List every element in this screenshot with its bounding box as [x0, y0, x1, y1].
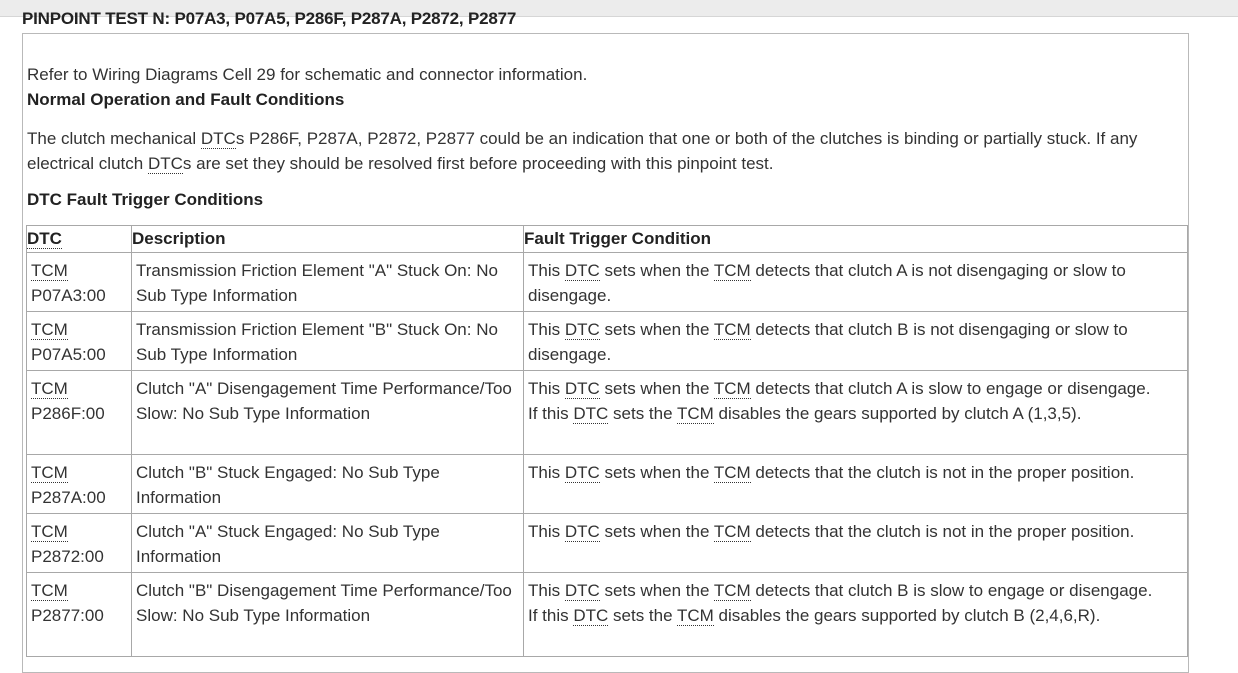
dtc-cell — [27, 573, 132, 657]
dtc-code: P07A3:00 — [31, 286, 106, 305]
description-cell: Clutch "B" Stuck Engaged: No Sub Type Information — [132, 455, 524, 514]
section-title-dtc-triggers: DTC Fault Trigger Conditions — [27, 190, 264, 209]
dtc-cell — [27, 514, 132, 573]
header-dtc — [27, 226, 132, 253]
dtc-abbreviation[interactable]: DTC — [200, 129, 236, 148]
dtc-abbreviation[interactable]: DTC — [564, 463, 600, 482]
para-text-b: s P286F, P287A, P2872, P2877 could be an indication that one or both of the clutches is binding or partially stuck. If any electrical clutch — [27, 129, 1138, 173]
table-header-row — [27, 226, 1188, 253]
condition-text: This — [528, 379, 565, 398]
dtc-cell — [27, 312, 132, 371]
description-cell: Clutch "A" Stuck Engaged: No Sub Type Information — [132, 514, 524, 573]
condition-text: disables the gears supported by clutch B (2,4,6,R). — [713, 606, 1101, 625]
dtc-table — [26, 225, 1188, 657]
table-row — [27, 371, 1188, 455]
dtc-cell — [27, 455, 132, 514]
tcm-abbreviation[interactable]: TCM — [713, 581, 751, 600]
tcm-abbreviation[interactable]: TCM — [713, 379, 751, 398]
dtc-abbreviation[interactable]: DTC — [573, 404, 609, 423]
table-row — [27, 312, 1188, 371]
dtc-code: P2872:00 — [31, 547, 104, 566]
dtc-abbreviation[interactable]: DTC — [564, 320, 600, 339]
condition-text: sets when the — [599, 522, 714, 541]
condition-cell — [524, 455, 1188, 514]
condition-text: detects that clutch A is not disengaging or slow to disengage. — [528, 261, 1126, 305]
condition-text: If this — [528, 404, 574, 423]
header-condition: Fault Trigger Condition — [524, 226, 1188, 253]
dtc-abbreviation[interactable]: DTC — [147, 154, 183, 173]
dtc-abbreviation[interactable]: DTC — [564, 379, 600, 398]
condition-text: This — [528, 463, 565, 482]
header-description: Description — [132, 226, 524, 253]
dtc-cell — [27, 371, 132, 455]
para-text-c: s are set they should be resolved first before proceeding with this pinpoint test. — [182, 154, 774, 173]
dtc-abbreviation[interactable]: DTC — [564, 581, 600, 600]
dtc-code: P07A5:00 — [31, 345, 106, 364]
tcm-abbreviation[interactable]: TCM — [31, 261, 68, 280]
condition-text: If this — [528, 606, 574, 625]
table-row — [27, 514, 1188, 573]
dtc-code: P2877:00 — [31, 606, 104, 625]
tcm-abbreviation[interactable]: TCM — [31, 463, 68, 482]
tcm-abbreviation[interactable]: TCM — [31, 581, 68, 600]
dtc-table-body — [27, 253, 1188, 657]
condition-text: sets the — [608, 404, 677, 423]
condition-text: This — [528, 261, 565, 280]
tcm-abbreviation[interactable]: TCM — [713, 522, 751, 541]
condition-cell — [524, 514, 1188, 573]
description-cell: Clutch "A" Disengagement Time Performance/Too Slow: No Sub Type Information — [132, 371, 524, 455]
tcm-abbreviation[interactable]: TCM — [713, 463, 751, 482]
table-row — [27, 253, 1188, 312]
tcm-abbreviation[interactable]: TCM — [31, 522, 68, 541]
dtc-code: P286F:00 — [31, 404, 105, 423]
tcm-abbreviation[interactable]: TCM — [677, 404, 714, 423]
dtc-cell — [27, 253, 132, 312]
condition-text: This — [528, 522, 565, 541]
tcm-abbreviation[interactable]: TCM — [713, 320, 751, 339]
dtc-abbreviation[interactable]: DTC — [564, 522, 600, 541]
condition-text: detects that clutch B is not disengaging or slow to disengage. — [528, 320, 1128, 364]
description-cell: Clutch "B" Disengagement Time Performance/Too Slow: No Sub Type Information — [132, 573, 524, 657]
tcm-abbreviation[interactable]: TCM — [31, 379, 68, 398]
condition-text: sets when the — [599, 581, 714, 600]
condition-cell — [524, 371, 1188, 455]
tcm-abbreviation[interactable]: TCM — [31, 320, 68, 339]
table-row — [27, 455, 1188, 514]
dtc-abbreviation[interactable]: DTC — [564, 261, 600, 280]
condition-cell — [524, 573, 1188, 657]
para-text-a: The clutch mechanical — [27, 129, 201, 148]
dtc-abbreviation[interactable]: DTC — [27, 229, 62, 248]
tcm-abbreviation[interactable]: TCM — [677, 606, 714, 625]
condition-text: sets when the — [599, 463, 714, 482]
condition-text: This — [528, 320, 565, 339]
condition-text: detects that clutch B is slow to engage or disengage. — [750, 581, 1153, 600]
condition-text: sets when the — [599, 261, 714, 280]
condition-text: sets when the — [599, 320, 714, 339]
condition-text: sets when the — [599, 379, 714, 398]
condition-text: detects that clutch A is slow to engage or disengage. — [750, 379, 1151, 398]
condition-text: detects that the clutch is not in the proper position. — [750, 463, 1135, 482]
page-title: PINPOINT TEST N: P07A3, P07A5, P286F, P287A, P2872, P2877 — [22, 9, 517, 28]
condition-text: sets the — [608, 606, 677, 625]
condition-cell — [524, 312, 1188, 371]
tcm-abbreviation[interactable]: TCM — [713, 261, 751, 280]
dtc-code: P287A:00 — [31, 488, 106, 507]
condition-text: disables the gears supported by clutch A (1,3,5). — [713, 404, 1082, 423]
table-row — [27, 573, 1188, 657]
intro-paragraph — [27, 126, 1187, 176]
condition-text: This — [528, 581, 565, 600]
description-cell: Transmission Friction Element "B" Stuck On: No Sub Type Information — [132, 312, 524, 371]
wiring-reference-text: Refer to Wiring Diagrams Cell 29 for schematic and connector information. — [27, 65, 588, 84]
description-cell: Transmission Friction Element "A" Stuck On: No Sub Type Information — [132, 253, 524, 312]
condition-text: detects that the clutch is not in the proper position. — [750, 522, 1135, 541]
section-title-normal-operation: Normal Operation and Fault Conditions — [27, 90, 345, 109]
condition-cell — [524, 253, 1188, 312]
dtc-abbreviation[interactable]: DTC — [573, 606, 609, 625]
